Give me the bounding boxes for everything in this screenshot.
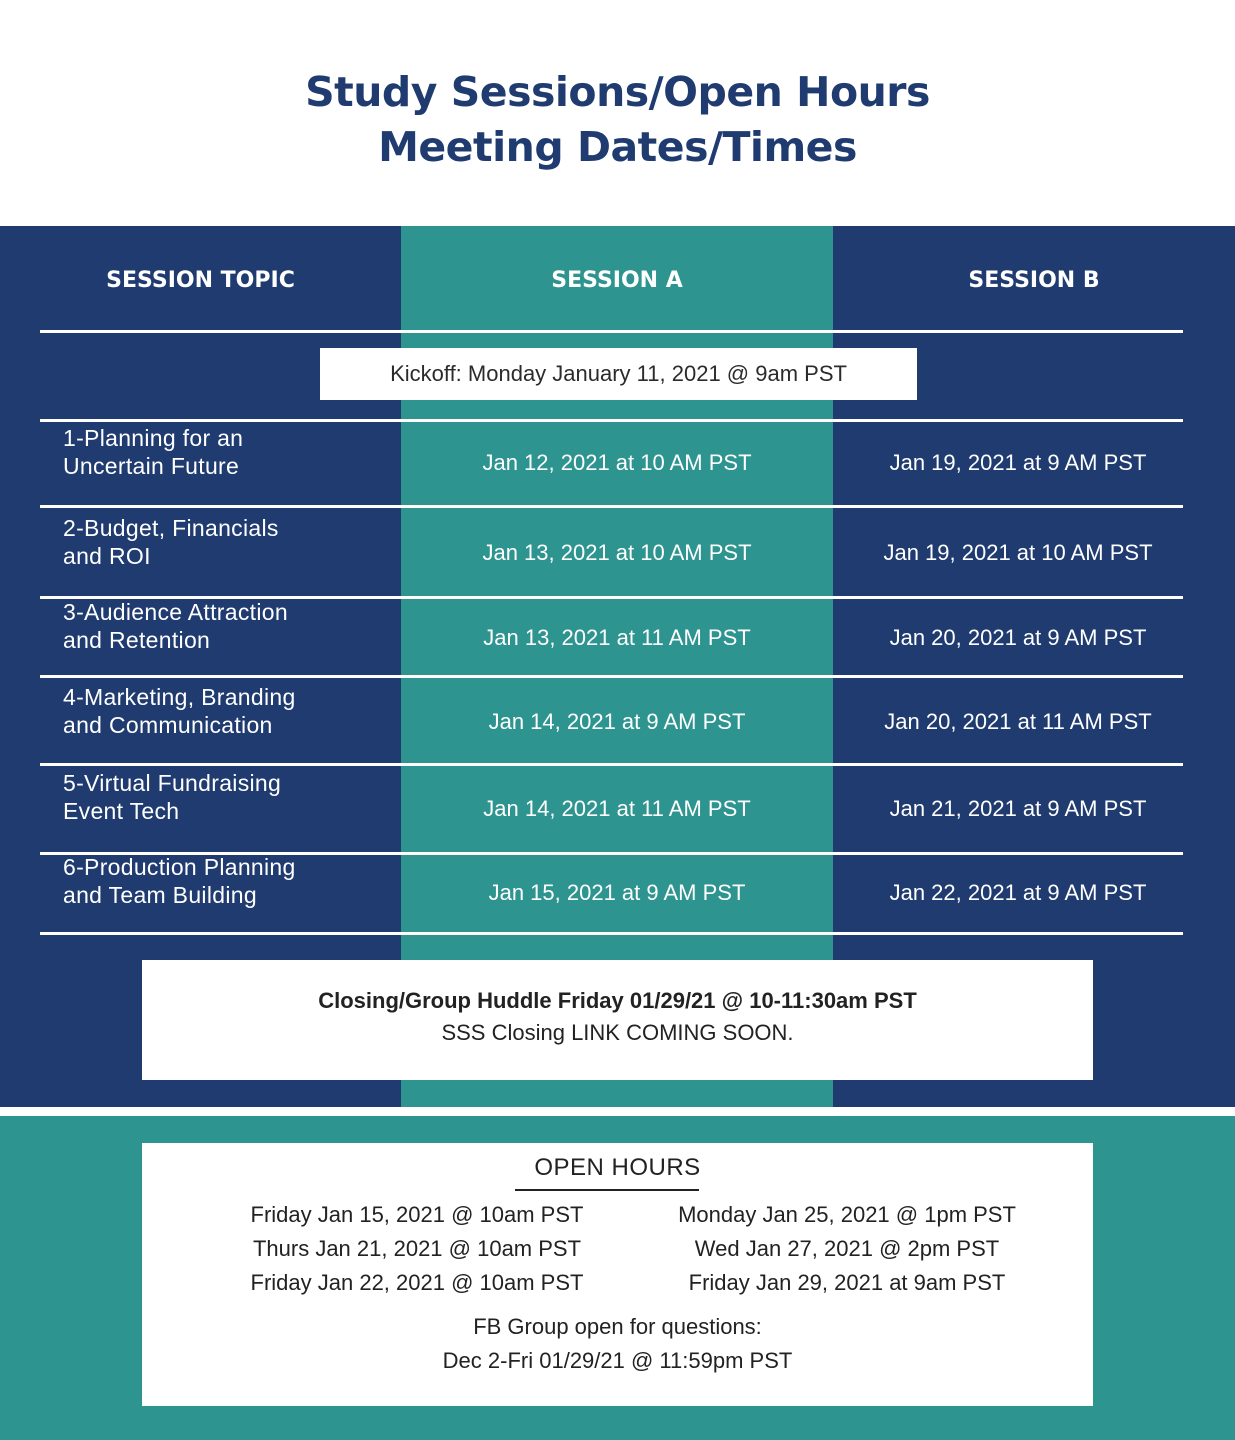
- topic-line: 1-Planning for an: [63, 425, 244, 451]
- session-a-time: Jan 13, 2021 at 11 AM PST: [483, 625, 751, 650]
- open-hours-box: [142, 1143, 1093, 1406]
- open-hour-item: Wed Jan 27, 2021 @ 2pm PST: [694, 1236, 1000, 1261]
- closing-banner: [142, 960, 1093, 1080]
- fb-group-note: [142, 1310, 1093, 1378]
- column-header-session-a: SESSION A: [551, 268, 683, 293]
- divider-line: [40, 419, 1183, 422]
- topic-line: 2-Budget, Financials: [63, 515, 279, 541]
- session-a-time: Jan 14, 2021 at 11 AM PST: [483, 796, 751, 821]
- topic-line: Event Tech: [63, 798, 180, 824]
- session-topic: [63, 424, 393, 480]
- topic-line: and ROI: [63, 543, 151, 569]
- topic-line: 4-Marketing, Branding: [63, 684, 296, 710]
- topic-line: 5-Virtual Fundraising: [63, 770, 282, 796]
- session-a-time: Jan 14, 2021 at 9 AM PST: [488, 709, 746, 734]
- topic-line: 6-Production Planning: [63, 854, 296, 880]
- open-hours-title: OPEN HOURS: [534, 1154, 701, 1181]
- session-b-time: Jan 22, 2021 at 9 AM PST: [889, 880, 1147, 905]
- topic-line: Uncertain Future: [63, 453, 240, 479]
- page-title: Study Sessions/Open Hours: [305, 68, 930, 116]
- schedule-table: [0, 226, 1235, 1107]
- page-subtitle: Meeting Dates/Times: [378, 123, 857, 171]
- open-hours-right-column: [647, 1198, 1047, 1300]
- session-b-time: Jan 20, 2021 at 11 AM PST: [884, 709, 1152, 734]
- topic-line: and Communication: [63, 712, 273, 738]
- topic-line: and Retention: [63, 627, 211, 653]
- session-a-time: Jan 12, 2021 at 10 AM PST: [482, 450, 752, 475]
- open-hour-item: Friday Jan 22, 2021 @ 10am PST: [250, 1270, 584, 1295]
- kickoff-banner: Kickoff: Monday January 11, 2021 @ 9am PST: [320, 348, 917, 400]
- fb-group-dates: Dec 2-Fri 01/29/21 @ 11:59pm PST: [442, 1348, 793, 1373]
- topic-line: 3-Audience Attraction: [63, 599, 288, 625]
- open-hours-underline: [515, 1189, 699, 1191]
- session-b-time: Jan 19, 2021 at 9 AM PST: [889, 450, 1147, 475]
- closing-title: Closing/Group Huddle Friday 01/29/21 @ 10-11:30am PST: [318, 988, 917, 1013]
- divider-line: [40, 330, 1183, 333]
- open-hour-item: Friday Jan 15, 2021 @ 10am PST: [250, 1202, 584, 1227]
- open-hours-left-column: [222, 1198, 612, 1300]
- session-topic: [63, 769, 393, 825]
- column-header-session-b: SESSION B: [968, 268, 1100, 293]
- divider-line: [40, 932, 1183, 935]
- open-hours-section: [0, 1116, 1235, 1440]
- session-topic: [63, 853, 393, 909]
- session-b-time: Jan 20, 2021 at 9 AM PST: [889, 625, 1147, 650]
- session-topic: [63, 514, 393, 570]
- header: [0, 0, 1235, 226]
- session-topic: [63, 598, 393, 654]
- column-header-topic: SESSION TOPIC: [106, 268, 295, 293]
- fb-group-line: FB Group open for questions:: [473, 1314, 762, 1339]
- divider-line: [40, 505, 1183, 508]
- open-hour-item: Monday Jan 25, 2021 @ 1pm PST: [678, 1202, 1016, 1227]
- session-b-time: Jan 19, 2021 at 10 AM PST: [883, 540, 1153, 565]
- open-hour-item: Friday Jan 29, 2021 at 9am PST: [688, 1270, 1006, 1295]
- open-hour-item: Thurs Jan 21, 2021 @ 10am PST: [252, 1236, 582, 1261]
- divider-line: [40, 763, 1183, 766]
- session-topic: [63, 683, 393, 739]
- section-divider: [0, 1107, 1235, 1116]
- session-a-time: Jan 13, 2021 at 10 AM PST: [482, 540, 752, 565]
- topic-line: and Team Building: [63, 882, 257, 908]
- session-a-time: Jan 15, 2021 at 9 AM PST: [488, 880, 746, 905]
- divider-line: [40, 675, 1183, 678]
- session-b-time: Jan 21, 2021 at 9 AM PST: [889, 796, 1147, 821]
- closing-note: SSS Closing LINK COMING SOON.: [441, 1020, 794, 1045]
